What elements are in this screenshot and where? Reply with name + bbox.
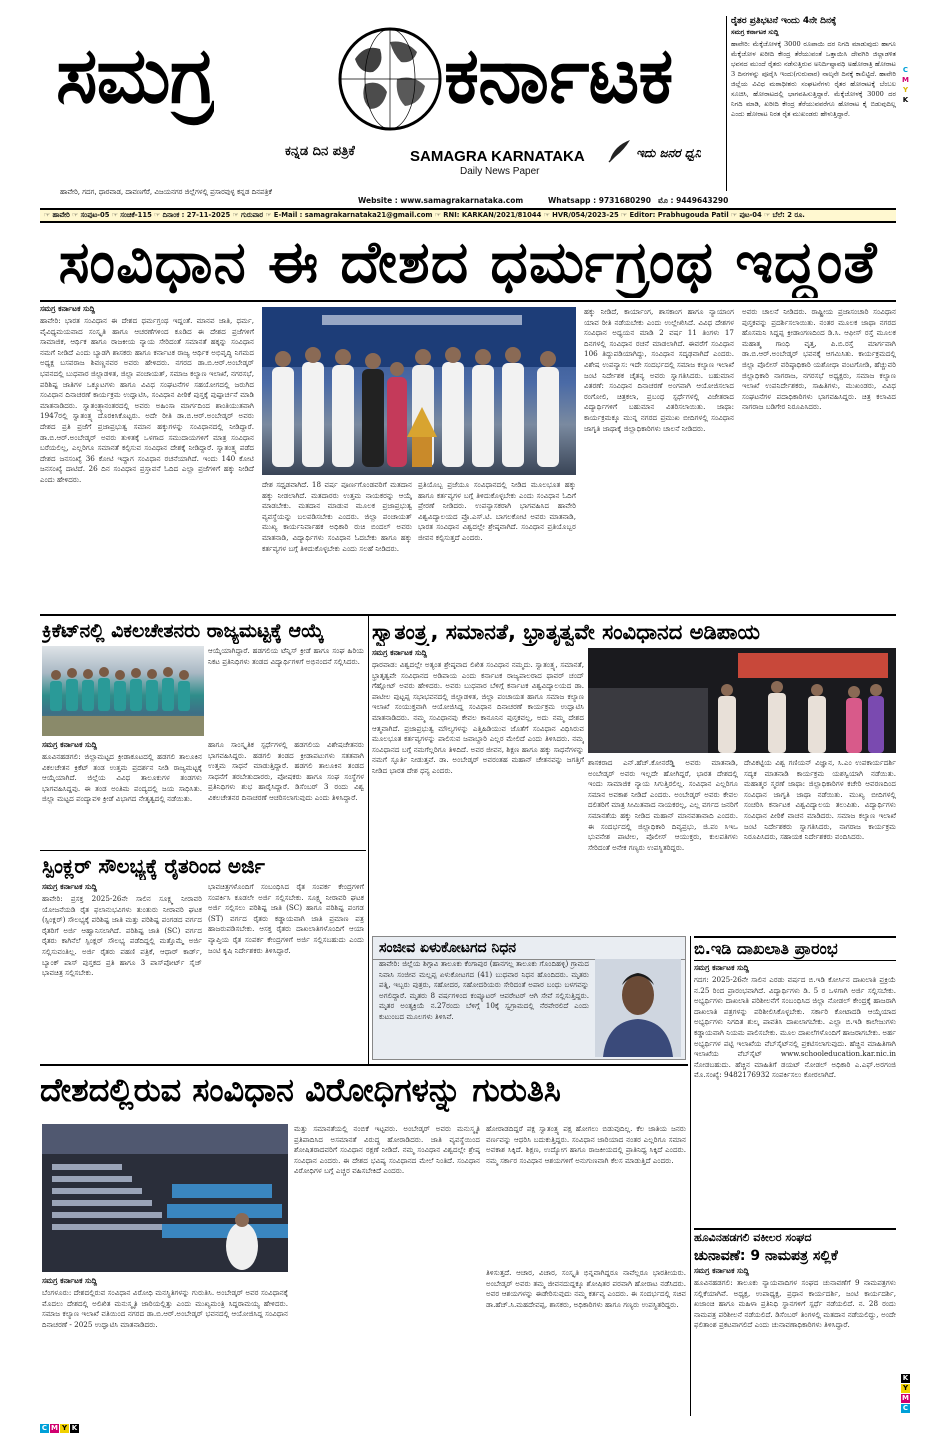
bottom-cmyk-c: C <box>41 1424 48 1432</box>
lead-byline: ಸಮಗ್ರ ಕರ್ನಾಟಕ ಸುದ್ದಿ <box>40 304 95 313</box>
cmyk-marker-k: K <box>902 96 909 104</box>
freedom-headline: ಸ್ವಾತಂತ್ರ್ಯ, ಸಮಾನತೆ, ಭ್ರಾತೃತ್ವವೇ ಸಂವಿಧಾನದ ಅಡಿಪಾಯ <box>372 620 761 644</box>
right-column-divider <box>690 936 691 1066</box>
ear-story-body: ಹಾವೇರಿ: ಮೆಕ್ಕೆಜೋಳಕ್ಕೆ 3000 ರೂಪಾಯಿ ದರ ನಿಗದಿ ಮಾಡುವುದು ಹಾಗೂ ಮೆಕ್ಕೆಜೋಳ ಖರೀದಿ ಕೇಂದ್ರ ತೆರೆಯುವಂತೆ ಒತ್ತಾಯಿಸಿ ದೇವಗಿರಿ ಜಿಲ್ಲಾಡಳಿತ ಭವನದ ಮುಂದೆ ರೈತರು ನಡೆಸುತ್ತಿರುವ ಅನಿರ್ದಿಷ್ಟಾವಧಿ ಅಹೋರಾತ್ರಿ ಹೋರಾಟ 3 ದಿನಗಳನ್ನು ಪೂರೈಸಿ ಇಂದು(ಗುರುವಾರ) ನಾಲ್ಕನೇ ದಿನಕ್ಕೆ ಕಾಲಿಟ್ಟಿದೆ. ಹಾವೇರಿ ಜಿಲ್ಲೆಯ ವಿವಿಧ ಮಠಾಧೀಶರು ಸಂಘಟನೆಗಳು ರೈತರ ಹೋರಾಟಕ್ಕೆ ಬೆಂಬಲ ಸೂಚಿಸಿ, ಹೋರಾಟದಲ್ಲಿ ಭಾಗವಹಿಸುತ್ತಿದ್ದಾರೆ. ಮೆಕ್ಕೆಜೋಳಕ್ಕೆ 3000 ದರ ನಿಗದಿ ಮಾಡಿ, ಖರೀದಿ ಕೇಂದ್ರ ತೆರೆಯುವವರೆಗೂ ಹೋರಾಟ ಕೈ ಬಿಡುವುದಿಲ್ಲ ಎಂದು ಹೋರಾಟ ನಿರತ ರೈತ ಮುಖಂಡರು ಹೇಳುತ್ತಿದ್ದಾರೆ. <box>731 40 896 118</box>
cricket-byline: ಸಮಗ್ರ ಕರ್ನಾಟಕ ಸುದ್ದಿ <box>42 740 97 749</box>
side-cmyk-strip <box>901 1374 911 1418</box>
masthead-slogan: ಇದು ಜನರ ಧ್ವನಿ <box>636 146 702 160</box>
bed-story <box>694 936 896 1226</box>
cricket-headline: ಕ್ರಿಕೆಟ್‌ನಲ್ಲಿ ವಿಕಲಚೇತನರು ರಾಜ್ಯಮಟ್ಟಕ್ಕೆ ಆಯ್ಕೆ <box>42 620 324 642</box>
whatsapp-text: Whatsapp : 9731680290 <box>548 196 651 205</box>
obituary-photo <box>595 959 681 1057</box>
obituary-body: ಹಾವೇರಿ: ಜಿಲ್ಲೆಯ ಶಿಗ್ಗಾವಿ ತಾಲೂಕು ಕೆಂಗಾಪುರ (ಹಾನಗಲ್ಲ ತಾಲೂಕು ಗೊಂದಿಹಳ್ಳಿ) ಗ್ರಾಮದ ನಿವಾಸಿ ಸಂಜೀವ ಮಲ್ಲಪ್ಪ ಏಳುಕೋಟಗದ (41) ಬುಧವಾರ ನಿಧನ ಹೊಂದಿದರು. ಮೃತರು ಪತ್ನಿ, ಇಬ್ಬರು ಪುತ್ರರು, ಸಹೋದರ, ಸಹೋದರಿಯರು ಸೇರಿದಂತೆ ಅಪಾರ ಬಂಧು ಬಳಗವನ್ನು ಅಗಲಿದ್ದಾರೆ. ಮೃತರು 8 ವರ್ಷಗಳಿಂದ ಕಂಪ್ಯೂಟರ್ ಆಪರೇಟರ್ ಆಗಿ ಸೇವೆ ಸಲ್ಲಿಸುತ್ತಿದ್ದರು. ಮೃತರ ಅಂತ್ಯಕ್ರಿಯೆ ನ.27ರಂದು ಬೆಳಿಗ್ಗೆ 10ಕ್ಕೆ ಸ್ವಗ್ರಾಮದಲ್ಲಿ ನೆರವೇರಲಿದೆ ಎಂದು ಕುಟುಂಬದ ಮೂಲಗಳು ತಿಳಿಸಿವೆ. <box>379 959 589 1021</box>
section-rule-1 <box>40 614 896 616</box>
lawyers-kicker: ಹೂವಿನಹಡಗಲಿ ವಕೀಲರ ಸಂಘದ <box>694 1228 896 1246</box>
cricket-photo-scene <box>42 646 204 736</box>
bottom-col-1-text: ಬೆಂಗಳೂರು: ದೇಶದಲ್ಲಿರುವ ಸಂವಿಧಾನ ವಿರೋಧಿ ಮನಸ್ಥಿತಿಗಳನ್ನು ಗುರುತಿಸಿ. ಅಂಬೇಡ್ಕರ್ ಅವರ ಸಂವಿಧಾನಕ್ಕೆ ಮೊದಲು ದೇಶದಲ್ಲಿ ಅಲಿಖಿತ ಮನುಸ್ಮೃತಿ ಜಾರಿಯಲ್ಲಿತ್ತು ಎಂದು ಮುಖ್ಯಮಂತ್ರಿ ಸಿದ್ದರಾಮಯ್ಯ ಹೇಳಿದರು. ಸಮಾಜ ಕಲ್ಯಾಣ ಇಲಾಖೆ ವತಿಯಿಂದ ನಗರದ ಡಾ.ಬಿ.ಆರ್.ಅಂಬೇಡ್ಕರ್ ಭವನದಲ್ಲಿ ಆಯೋಜಿಸಿದ್ದ ಸಂವಿಧಾನ ದಿನಾಚರಣೆ - 2025 ಉದ್ಘಾಟಿಸಿ ಮಾತನಾಡಿದರು. <box>42 1288 288 1329</box>
sprinkler-col-1-text: ಹಾವೇರಿ: ಪ್ರಸಕ್ತ 2025-26ನೇ ಸಾಲಿನ ಸೂಕ್ಷ್ಮ ನೀರಾವರಿ ಯೋಜನೆಯಡಿ ರೈತ ಫಲಾನುಭವಿಗಳು ತುಂತುರು ನೀರಾವರಿ ಘಟಕ (ಸ್ಪಿಂಕ್ಲರ್) ಸೌಲಭ್ಯಕ್ಕೆ ಪರಿಶಿಷ್ಟ ಜಾತಿ ಮತ್ತು ಪರಿಶಿಷ್ಟ ಪಂಗಡದ ವರ್ಗದ ರೈತರಿಗೆ ಅರ್ಜಿ ಆಹ್ವಾನಿಸಲಾಗಿದೆ. ಪರಿಶಿಷ್ಟ ಜಾತಿ (SC) ವರ್ಗದ ರೈತರು ಕಾಗಿನೆಲೆ ಸ್ಪಿಂಕ್ಲರ್ ಸೌಲಭ್ಯ ಪಡೆದಿದ್ದಲ್ಲಿ ಮತ್ತೊಮ್ಮೆ ಅರ್ಜಿ ಸಲ್ಲಿಸುವಂತಿಲ್ಲ. ಅರ್ಜಿ ರೈತರು ಪಹಣಿ ಪತ್ರಿಕೆ, ಆಧಾರ್ ಕಾರ್ಡ್, ಬ್ಯಾಂಕ್ ಪಾಸ್ ಪುಸ್ತಕದ ಪ್ರತಿ ಹಾಗೂ 3 ಪಾಸ್‌ಪೋರ್ಟ್ ಸೈಜ್ ಭಾವಚಿತ್ರ ಸಲ್ಲಿಸಬೇಕು. <box>42 894 202 978</box>
lead-photo <box>262 307 576 475</box>
masthead-title-en: SAMAGRA KARNATAKA <box>410 148 585 165</box>
freedom-col-2-text: ಶಾಸಕರಾದ ಎನ್.ಹೆಚ್.ಕೋನರೆಡ್ಡಿ ಅವರು ಮಾತನಾಡಿ, ಅಂಬೇಡ್ಕರ್ ಅವರು ಇಲ್ಲದೇ ಹೋಗಿದ್ದರೆ, ಭಾರತ ದೇಶದಲ್ಲಿ ಇಂದು ಸಾಮಾಜಿಕ ನ್ಯಾಯ ಸಿಗುತ್ತಿರಲಿಲ್ಲ. ಸಂವಿಧಾನ ಎಲ್ಲರಿಗೂ ಸಮಾನ ಅವಕಾಶ ನೀಡಿದೆ ಎಂದರು. ಅಂಬೇಡ್ಕರ್ ಅವರು ಕೇವಲ ದಲಿತರಿಗೆ ಮಾತ್ರ ಸೀಮಿತವಾದ ನಾಯಕರಲ್ಲ, ಎಲ್ಲ ವರ್ಗದ ಜನರಿಗೆ ಸಮಾನತೆಯ ಹಕ್ಕು ನೀಡಿದ ಮಹಾನ್ ಮಾನವತಾವಾದಿ ಎಂದರು. ಈ ಸಂದರ್ಭದಲ್ಲಿ ಜಿಲ್ಲಾಧಿಕಾರಿ ದಿವ್ಯಪ್ರಭು, ಜಿ.ಪಂ ಸಿಇಒ ಭುವನೇಶ ಪಾಟೀಲ, ಪೊಲೀಸ್ ಆಯುಕ್ತರು, ಕುಲಪತಿಗಳು ಸೇರಿದಂತೆ ಅನೇಕ ಗಣ್ಯರು ಉಪಸ್ಥಿತರಿದ್ದರು. <box>588 758 738 852</box>
bottom-photo <box>42 1124 288 1272</box>
ear-story-title: ರೈತರ ಪ್ರತಿಭಟನೆ ಇಂದು 4ನೇ ದಿನಕ್ಕೆ <box>731 16 837 26</box>
bottom-cmyk-strip <box>40 1424 100 1436</box>
info-bar <box>40 208 896 223</box>
globe-logo <box>335 24 445 134</box>
freedom-col-1 <box>372 648 584 932</box>
contact-strip <box>40 196 896 208</box>
lead-photo-scene <box>262 307 576 475</box>
freedom-photo-scene <box>588 648 896 753</box>
bed-byline: ಸಮಗ್ರ ಕರ್ನಾಟಕ ಸುದ್ದಿ <box>694 963 749 972</box>
lead-col-1-text: ಹಾವೇರಿ: ಭಾರತ ಸಂವಿಧಾನ ಈ ದೇಶದ ಧರ್ಮಗ್ರಂಥ ಇದ್ದಂತೆ. ಮಾನವ ಜಾತಿ, ಧರ್ಮ, ವೈವಿಧ್ಯಮಯವಾದ ಸಂಸ್ಕೃತಿ ಹಾಗೂ ಆಚರಣೆಗಳಿಂದ ಕೂಡಿದ ಈ ದೇಶದ ಪ್ರಜೆಗಳಿಗೆ ಸಾಮಾಜಿಕ, ಆರ್ಥಿಕ ಹಾಗೂ ರಾಜಕೀಯ ನ್ಯಾಯ ಸೇರಿದಂತೆ ಸಮಾನತೆ ಹಕ್ಕನ್ನು ಸಂವಿಧಾನ ನಮಗೆ ನೀಡಿದೆ ಎಂದು ಬ್ಯಾಡಗಿ ಶಾಸಕರು ಹಾಗೂ ಕರ್ನಾಟಕ ರಾಜ್ಯ ಆರ್ಥಿಕ ಅಭಿವೃದ್ಧಿ ನಿಗಮದ ಅಧ್ಯಕ್ಷ ಬಸವರಾಜ ಶಿವಣ್ಣನವರ ಅವರು ಹೇಳಿದರು. ನಗರದ ಡಾ.ಬಿ.ಆರ್.ಅಂಬೇಡ್ಕರ್ ಭವನದಲ್ಲಿ ಬುಧವಾರ ಜಿಲ್ಲಾಡಳಿತ, ಜಿಲ್ಲಾ ಪಂಚಾಯತ್, ಸಮಾಜ ಕಲ್ಯಾಣ ಇಲಾಖೆ, ನಗರಸಭೆ, ಪರಿಶಿಷ್ಟ ಜಾತಿಗಳ ಒಕ್ಕೂಟಗಳು ಹಾಗೂ ವಿವಿಧ ಸಂಘಟನೆಗಳ ಸಹಯೋಗದಲ್ಲಿ ಜರುಗಿದ ಸಂವಿಧಾನ ದಿನಾಚರಣೆ ಕಾರ್ಯಕ್ರಮ ಉದ್ಘಾಟಿಸಿ, ಸಂವಿಧಾನ ಪೀಠಿಕೆ ಪುಸ್ತಕ್ಕೆ ಪುಷ್ಪಾರ್ಚನೆ ಮಾಡಿ ಮಾತನಾಡಿದರು. ಸ್ವಾತಂತ್ರ್ಯಾನಂತರದಲ್ಲಿ ಅವರು ಅಹಿಂಸಾ ಮಾರ್ಗದಿಂದ ಶಾಂತಿಯುತವಾಗಿ 1947ರಲ್ಲಿ ಸ್ವಾತಂತ್ರ್ಯ ದೊರಕಿಸಿಕೊಟ್ಟರು. ಅದೇ ರೀತಿ ಡಾ.ಬಿ.ಆರ್.ಅಂಬೇಡ್ಕರ್ ಅವರು ದೇಶದ ಪ್ರತಿ ಪ್ರಜೆಗೆ ಪ್ರಜಾಪ್ರಭುತ್ವ ಸಮಾನ ಹಕ್ಕುಗಳನ್ನು ಸಂವಿಧಾನದಲ್ಲಿ ನೀಡಿದ್ದಾರೆ. ಡಾ.ಬಿ.ಆರ್.ಅಂಬೇಡ್ಕರ್ ಅವರು ತುಳಿತಕ್ಕೆ ಒಳಗಾದ ಸಮುದಾಯಗಳಿಗೆ ಮಾತ್ರ ಸಂವಿಧಾನ ಬರೆಯಲಿಲ್ಲ, ಎಲ್ಲರಿಗೂ ಸಮಾನತೆ ಕಲ್ಪಿಸುವ ಸಂವಿಧಾನ ದೇಶಕ್ಕೆ ನೀಡಿದ್ದಾರೆ. ಸ್ವಾತಂತ್ರ್ಯ ಪಡೆದ ದೇಶದ ಜನಸಂಖ್ಯೆ 36 ಕೋಟಿ ಇದ್ದಾಗ ಸಂವಿಧಾನ ರಚನೆಯಾಗಿದೆ. ಇಂದು 140 ಕೋಟಿ ಜನಸಂಖ್ಯೆ ದಾಟಿದೆ. 26 ದಿನ ಸಂವಿಧಾನ ಪ್ರಸ್ತಾವನೆ ಓದಿದ ಎಲ್ಲಾ ಪ್ರಜೆಗಳಿಗೆ ಹಕ್ಕು ನೀಡಿದೆ ಎಂದು ಹೇಳಿದರು. <box>40 316 254 484</box>
bottom-col-3-text: ಹೋರಾಡದಿದ್ದರೆ ಪಕ್ಷ ಸ್ವಾತಂತ್ರ್ಯ ಪಕ್ಷ ಹೋಗಲು ಬಿಡುವುದಿಲ್ಲ. ಕೆಲ ಜಾತಿಯ ಜನರು ವರ್ಣವನ್ನು ಆಧರಿಸಿ ಬದುಕುತ್ತಿದ್ದರು. ಸಂವಿಧಾನ ಜಾರಿಯಾದ ನಂತರ ಎಲ್ಲರಿಗೂ ಸಮಾನ ಅವಕಾಶ ಸಿಕ್ಕಿದೆ. ಶಿಕ್ಷಣ, ಉದ್ಯೋಗ ಹಾಗೂ ರಾಜಕೀಯದಲ್ಲಿ ಪ್ರಾತಿನಿಧ್ಯ ಸಿಕ್ಕಿದೆ ಎಂದರು. ನಮ್ಮ ಸರ್ಕಾರ ಸಂವಿಧಾನ ಆಶಯಗಳಿಗೆ ಅನುಗುಣವಾಗಿ ಕೆಲಸ ಮಾಡುತ್ತಿದೆ ಎಂದರು. <box>486 1124 686 1165</box>
freedom-col-1-text: ಧಾರವಾಡ: ವಿಶ್ವದಲ್ಲೇ ಅತ್ಯಂತ ಶ್ರೇಷ್ಠವಾದ ಲಿಖಿತ ಸಂವಿಧಾನ ನಮ್ಮದು. ಸ್ವಾತಂತ್ರ್ಯ, ಸಮಾನತೆ, ಭ್ರಾತೃತ್ವವೇ ಸಂವಿಧಾನದ ಅಡಿಪಾಯ ಎಂದು ಕರ್ನಾಟಕ ರಾಜ್ಯಪಾಲರಾದ ಥಾವರ್ ಚಂದ್ ಗೆಹ್ಲೋಟ್ ಅವರು ಹೇಳಿದರು. ಅವರು ಬುಧವಾರ ಬೆಳಿಗ್ಗೆ ಕರ್ನಾಟಕ ವಿಶ್ವವಿದ್ಯಾಲಯದ ಡಾ. ಪಾಟೀಲ ಪುಟ್ಟಪ್ಪ ಸಭಾಭವನದಲ್ಲಿ ಜಿಲ್ಲಾಡಳಿತ, ಜಿಲ್ಲಾ ಪಂಚಾಯತ ಹಾಗೂ ಸಮಾಜ ಕಲ್ಯಾಣ ಇಲಾಖೆ ಸಂಯುಕ್ತವಾಗಿ ಆಯೋಜಿಸಿದ್ದ ಸಂವಿಧಾನ ದಿನಾಚರಣೆ ಕಾರ್ಯಕ್ರಮ ಉದ್ಘಾಟಿಸಿ ಮಾತನಾಡಿದರು. ನಮ್ಮ ಸಂವಿಧಾನವು ಕೇವಲ ಕಾನೂನಿನ ಪುಸ್ತಕವಲ್ಲ, ಅದು ನಮ್ಮ ದೇಶದ ಆತ್ಮವಾಗಿದೆ. ಪ್ರಜಾಪ್ರಭುತ್ವ ಮೌಲ್ಯಗಳನ್ನು ಎತ್ತಿಹಿಡಿಯುವ ಜೊತೆಗೆ ಸಂವಿಧಾನ ವಿಧಿಸಿರುವ ಮೂಲಭೂತ ಕರ್ತವ್ಯಗಳನ್ನು ಪಾಲಿಸುವ ಜವಾಬ್ದಾರಿ ಎಲ್ಲರ ಮೇಲಿದೆ ಎಂದು ತಿಳಿಸಿದರು. ನಮ್ಮ ಸಂವಿಧಾನದ ಬಗ್ಗೆ ನಮಗೆಲ್ಲರಿಗೂ ತಿಳಿದಿದೆ. ಅವರ ಜೀವನ, ಶಿಕ್ಷಣ ಹಾಗೂ ಹಕ್ಕು ಸಾಧನೆಗಳನ್ನು ನಮಗೆ ಸ್ಫೂರ್ತಿ ನೀಡುತ್ತವೆ. ಡಾ. ಅಂಬೇಡ್ಕರ್ ಅವರಂತಹ ಮಹಾನ್ ಚೇತನವನ್ನು ಜಗತ್ತಿಗೆ ನೀಡಿದ ಭಾರತ ದೇಶ ಧನ್ಯ ಎಂದರು. <box>372 660 584 775</box>
side-cmyk-m: M <box>902 1394 909 1402</box>
bottom-photo-scene <box>42 1124 288 1272</box>
lead-col-1 <box>40 304 254 610</box>
side-cmyk-c: C <box>902 1404 909 1412</box>
freedom-byline: ಸಮಗ್ರ ಕರ್ನಾಟಕ ಸುದ್ದಿ <box>372 648 427 657</box>
bottom-col-1 <box>42 1276 288 1416</box>
lead-col-3-text: ಪ್ರತಿಯೊಬ್ಬ ಪ್ರಜೆಯೂ ಸಂವಿಧಾನದಲ್ಲಿ ನೀಡಿದ ಮೂಲಭೂತ ಹಕ್ಕು ಹಾಗೂ ಕರ್ತವ್ಯಗಳ ಬಗ್ಗೆ ತಿಳಿದುಕೊಳ್ಳಬೇಕು ಎಂದು ಸಂವಿಧಾನ ಓದಿಗೆ ಪ್ರೇರಣೆ ನೀಡಿದರು. ಉಪನ್ಯಾಸಕರಾಗಿ ಭಾಗವಹಿಸಿದ ಹಾವೇರಿ ವಿಶ್ವವಿದ್ಯಾಲಯದ ಪ್ರೊ.ಎಸ್.ಟಿ. ಬಾಗಲಕೋಟಿ ಅವರು ಮಾತನಾಡಿ, ಭಾರತ ಸಂವಿಧಾನ ವಿಶ್ವದಲ್ಲೇ ಶ್ರೇಷ್ಠವಾಗಿದೆ. ಸಂವಿಧಾನ ಪ್ರತಿಯೊಬ್ಬರ ಜೀವನ ಕಲ್ಪಿಸುತ್ತದೆ ಎಂದರು. <box>418 480 576 542</box>
masthead-tagline-en: Daily News Paper <box>460 166 540 177</box>
sprinkler-headline: ಸ್ಪಿಂಕ್ಲರ್ ಸೌಲಭ್ಯಕ್ಕೆ ರೈತರಿಂದ ಅರ್ಜಿ <box>42 854 265 878</box>
sprinkler-col-1 <box>42 882 202 1062</box>
bottom-cmyk-y: Y <box>61 1424 68 1432</box>
sprinkler-col-2-text: ಭಾವಚಿತ್ರಗಳೊಂದಿಗೆ ಸಂಬಂಧಿಸಿದ ರೈತ ಸಂಪರ್ಕ ಕೇಂದ್ರಗಳಿಗೆ ಸಂಪರ್ಕಿಸಿ ಕೂಡಲೇ ಅರ್ಜಿ ಸಲ್ಲಿಸಬೇಕು. ಸೂಕ್ಷ್ಮ ನೀರಾವರಿ ಘಟಕ ಅರ್ಜಿ ಸಲ್ಲಿಸಲು ಪರಿಶಿಷ್ಟ ಜಾತಿ (SC) ಹಾಗೂ ಪರಿಶಿಷ್ಟ ಪಂಗಡ (ST) ವರ್ಗದ ರೈತರು ಕಡ್ಡಾಯವಾಗಿ ಜಾತಿ ಪ್ರಮಾಣ ಪತ್ರ ಹಾಜರುಪಡಿಸಬೇಕು. ಆಸಕ್ತ ರೈತರು ದಾಖಲಾತಿಗಳೊಂದಿಗೆ ಆಯಾ ವ್ಯಾಪ್ತಿಯ ರೈತ ಸಂಪರ್ಕ ಕೇಂದ್ರಗಳಿಗೆ ಅರ್ಜಿ ಸಲ್ಲಿಸಬಹುದು ಎಂದು ಜಂಟಿ ಕೃಷಿ ನಿರ್ದೇಶಕರು ತಿಳಿಸಿದ್ದಾರೆ. <box>208 882 364 955</box>
bottom-cmyk-m: M <box>51 1424 58 1432</box>
freedom-col-3-text: ದೇವಿಕಟ್ಟಿಯ ವಿಶ್ವ ಗಣಿಯನ್ ವಿಜ್ಞಾನ, ಸಿ.ಎಂ ಉಪಕಾರ್ಯದರ್ಶಿ ಸದ್ಯಕ ಮಾತನಾಡಿ ಕಾರ್ಯಕ್ರಮ ಯಶಸ್ವಿಯಾಗಿ ನಡೆಯಿತು. ಮಹಾತ್ಮರ ಸ್ಮರಣೆ ಜಾಥಾ: ಜಿಲ್ಲಾಧಿಕಾರಿಗಳ ಕಚೇರಿ ಆವರಣದಿಂದ ಸಂವಿಧಾನ ಜಾಗೃತಿ ಜಾಥಾ ನಡೆಯಿತು. ಮುಖ್ಯ ಬೀದಿಗಳಲ್ಲಿ ಸಂಚರಿಸಿ ಕರ್ನಾಟಕ ವಿಶ್ವವಿದ್ಯಾಲಯ ತಲುಪಿತು. ವಿದ್ಯಾರ್ಥಿಗಳು ಸಂವಿಧಾನ ಪೀಠಿಕೆ ವಾಚನ ಮಾಡಿದರು. ಸಮಾಜ ಕಲ್ಯಾಣ ಇಲಾಖೆ ಜಂಟಿ ನಿರ್ದೇಶಕರು ಸ್ವಾಗತಿಸಿದರು, ನಾಗರಾಜ ಕಾರ್ಯಕ್ರಮ ನಿರೂಪಿಸಿದರು, ಸಹಾಯಕ ನಿರ್ದೇಶಕರು ವಂದಿಸಿದರು. <box>744 758 896 842</box>
phone-text: ಮೊ : 9449643290 <box>658 196 729 205</box>
sprinkler-byline: ಸಮಗ್ರ ಕರ್ನಾಟಕ ಸುದ್ದಿ <box>42 882 97 891</box>
quill-pen-icon <box>606 136 634 164</box>
bottom-cmyk-k: K <box>71 1424 78 1432</box>
obituary-box <box>372 936 686 1060</box>
lead-col-2-text: ದೇಶ ಸಧೃಡವಾಗಿದೆ. 18 ವರ್ಷ ಪೂರ್ಣಗೊಂಡವರಿಗೆ ಮತದಾನ ಹಕ್ಕು ನೀಡಲಾಗಿದೆ. ಮತದಾರರು ಉತ್ತಮ ನಾಯಕರನ್ನು ಆಯ್ಕೆ ಮಾಡಬೇಕು. ಮತದಾನ ಮಾಡುವ ಮೂಲಕ ಪ್ರಜಾಪ್ರಭುತ್ವ ವ್ಯವಸ್ಥೆಯನ್ನು ಬಲಪಡಿಸಬೇಕು ಎಂದರು. ಜಿಲ್ಲಾ ಪಂಚಾಯತ್ ಮುಖ್ಯ ಕಾರ್ಯನಿರ್ವಾಹಕ ಅಧಿಕಾರಿ ರುಚಿ ಬಿಂದಲ್ ಅವರು ಮಾತನಾಡಿ, ವಿದ್ಯಾರ್ಥಿಗಳು ಸಂವಿಧಾನ ಓದಬೇಕು ಹಾಗೂ ಹಕ್ಕು ಕರ್ತವ್ಯಗಳ ಬಗ್ಗೆ ತಿಳಿದುಕೊಳ್ಳಬೇಕು ಎಂದು ಸಲಹೆ ನೀಡಿದರು. <box>262 480 412 553</box>
cmyk-marker-y: Y <box>902 86 909 94</box>
portrait-photo <box>595 959 681 1057</box>
cricket-rule <box>40 850 366 851</box>
cricket-side-text: ಆಯ್ಕೆಯಾಗಿದ್ದಾರೆ. ಹಡಗಲಿಯ ಟೆನ್ನಿಸ್ ಕ್ರೀಡೆ ಹಾಗೂ ಸಂಘ ಹಿರಿಯ ನಿಕಟ ಪ್ರತಿನಿಧಿಗಳು ತಂಡದ ವಿದ್ಯಾರ್ಥಿಗಳಿಗೆ ಅಭಿನಂದನೆ ಸಲ್ಲಿಸಿದರು. <box>208 646 364 666</box>
bottom-col-2-text: ಮತ್ತು ಸಮಾನತೆಯಲ್ಲಿ ನಂಬಿಕೆ ಇಟ್ಟವರು. ಅಂಬೇಡ್ಕರ್ ಅವರು ಮನುಸ್ಮೃತಿ ಪ್ರತಿಪಾದಿಸಿದ ಅಸಮಾನತೆ ವಿರುದ್ಧ ಹೋರಾಡಿದರು. ಜಾತಿ ವ್ಯವಸ್ಥೆಯಿಂದ ಶೋಷಿತರಾದವರಿಗೆ ಸಂವಿಧಾನ ರಕ್ಷಣೆ ನೀಡಿದೆ. ನಮ್ಮ ಸಂವಿಧಾನ ವಿಶ್ವದಲ್ಲೇ ಶ್ರೇಷ್ಠ ಸಂವಿಧಾನ ಎಂದರು. ಈ ದೇಶದ ಭವಿಷ್ಯ ಸಂವಿಧಾನದ ಮೇಲೆ ನಿಂತಿದೆ. ಸಂವಿಧಾನ ವಿರೋಧಿಗಳ ಬಗ್ಗೆ ಎಚ್ಚರ ವಹಿಸಬೇಕಿದೆ ಎಂದರು. <box>294 1124 480 1176</box>
info-bar-text: ☞ ಹಾವೇರಿ ☞ ಸಂಪುಟ-05 ☞ ಸಂಚಿಕೆ-115 ☞ ದಿನಾಂಕ : 27-11-2025 ☞ ಗುರುವಾರ ☞ E-Mail : samagrakarnataka21@gmail.com ☞ RNI: KARKAN/2021/81044 ☞ HVR/054/2023-25 ☞ Editor: Prabhugouda Patil ☞ ಪುಟ-04 ☞ ಬೆಲೆ: 2 ರೂ. <box>44 211 805 219</box>
side-cmyk-y: Y <box>902 1384 909 1392</box>
lawyers-byline: ಸಮಗ್ರ ಕರ್ನಾಟಕ ಸುದ್ದಿ <box>694 1266 749 1275</box>
lead-col-4-text: ಹಕ್ಕು ನೀಡಿದೆ, ಕಾರ್ಯಾಂಗ, ಶಾಸಕಾಂಗ ಹಾಗೂ ನ್ಯಾಯಾಂಗ ಯಾವ ರೀತಿ ನಡೆಯಬೇಕು ಎಂದು ಉಲ್ಲೇಖಿಸಿದೆ. ವಿವಿಧ ದೇಶಗಳ ಸಂವಿಧಾನ ಅಧ್ಯಯನ ಮಾಡಿ 2 ವರ್ಷ 11 ತಿಂಗಳು 17 ದಿನಗಳಲ್ಲಿ ಸಂವಿಧಾನ ರಚನೆ ಮಾಡಲಾಗಿದೆ. ಈವರೆಗೆ ಸಂವಿಧಾನ 106 ತಿದ್ದುಪಡಿಯಾಗಿದ್ದು, ಸಂವಿಧಾನ ಸದೃಢವಾಗಿದೆ ಎಂದರು. ವಿಶೇಷ ಉಪನ್ಯಾಸ: ಇದೇ ಸಂದರ್ಭದಲ್ಲಿ ಸಮಾಜ ಕಲ್ಯಾಣ ಇಲಾಖೆ ಜಂಟಿ ನಿರ್ದೇಶಕ ಚೈತನ್ಯ ಅವರು ಸ್ವಾಗತಿಸಿದರು. ಬಹುಮಾನ ವಿತರಣೆ: ಸಂವಿಧಾನ ದಿನಾಚರಣೆ ಅಂಗವಾಗಿ ಆಯೋಜಿಸಲಾದ ರಂಗೋಲಿ, ಚಿತ್ರಕಲಾ, ಪ್ರಬಂಧ ಸ್ಪರ್ಧೆಗಳಲ್ಲಿ ವಿಜೇತರಾದ ವಿದ್ಯಾರ್ಥಿಗಳಿಗೆ ಬಹುಮಾನ ವಿತರಿಸಲಾಯಿತು. ಜಾಥಾ: ಕಾರ್ಯಕ್ರಮಕ್ಕೂ ಮುನ್ನ ನಗರದ ಪ್ರಮುಖ ಬೀದಿಗಳಲ್ಲಿ ಸಂವಿಧಾನ ಜಾಗೃತಿ ಜಾಥಾಕ್ಕೆ ಜಿಲ್ಲಾಧಿಕಾರಿಗಳು ಚಾಲನೆ ನೀಡಿದರು. <box>584 307 734 433</box>
side-cmyk-k: K <box>902 1374 909 1382</box>
cricket-photo <box>42 646 204 736</box>
lawyers-body: ಹೂವಿನಹಡಗಲಿ: ತಾಲೂಕು ನ್ಯಾಯವಾದಿಗಳ ಸಂಘದ ಚುನಾವಣೆಗೆ 9 ನಾಮಪತ್ರಗಳು ಸಲ್ಲಿಕೆಯಾಗಿವೆ. ಅಧ್ಯಕ್ಷ, ಉಪಾಧ್ಯಕ್ಷ, ಪ್ರಧಾನ ಕಾರ್ಯದರ್ಶಿ, ಜಂಟಿ ಕಾರ್ಯದರ್ಶಿ, ಖಜಾಂಚಿ ಹಾಗೂ ಮಹಿಳಾ ಪ್ರತಿನಿಧಿ ಸ್ಥಾನಗಳಿಗೆ ಸ್ಪರ್ಧೆ ನಡೆಯಲಿದೆ. ನ. 28 ರಂದು ನಾಮಪತ್ರ ಪರಿಶೀಲನೆ ನಡೆಯಲಿದೆ. ಡಿಸೆಂಬರ್ ತಿಂಗಳಲ್ಲಿ ಮತದಾನ ನಡೆಯಲಿದ್ದು, ಅಂದೇ ಫಲಿತಾಂಶ ಪ್ರಕಟವಾಗಲಿದೆ ಎಂದು ಚುನಾವಣಾಧಿಕಾರಿಗಳು ತಿಳಿಸಿದ್ದಾರೆ. <box>694 1278 896 1330</box>
masthead-title-left: ಸಮಗ್ರ <box>56 31 215 121</box>
bottom-headline: ದೇಶದಲ್ಲಿರುವ ಸಂವಿಧಾನ ವಿರೋಧಿಗಳನ್ನು ಗುರುತಿಸಿ <box>40 1071 561 1109</box>
ear-story <box>726 16 896 191</box>
masthead <box>40 12 720 212</box>
masthead-title-right: ಕರ್ನಾಟಕ <box>444 31 673 121</box>
cmyk-marker-m: M <box>902 76 909 84</box>
ear-story-byline: ಸಮಗ್ರ ಕರ್ನಾಟಕ ಸುದ್ದಿ <box>731 28 779 36</box>
lawyers-headline: ಚುನಾವಣೆ: 9 ನಾಮಪತ್ರ ಸಲ್ಲಿಕೆ <box>694 1248 838 1264</box>
website-text: Website : www.samagrakarnataka.com <box>358 196 524 205</box>
cricket-col-1 <box>42 740 202 848</box>
cricket-col-1-text: ಹೂವಿನಹಡಗಲಿ: ಜಿಲ್ಲಾಮಟ್ಟದ ಕ್ರೀಡಾಕೂಟದಲ್ಲಿ ಹಡಗಲಿ ತಾಲೂಕಿನ ವಿಕಲಚೇತನ ಕ್ರಿಕೆಟ್ ತಂಡ ಉತ್ತಮ ಪ್ರದರ್ಶನ ನೀಡಿ ರಾಜ್ಯಮಟ್ಟಕ್ಕೆ ಆಯ್ಕೆಯಾಗಿದೆ. ಜಿಲ್ಲೆಯ ವಿವಿಧ ತಾಲೂಕುಗಳ ತಂಡಗಳು ಭಾಗವಹಿಸಿದ್ದವು. ಈ ತಂಡ ಅಂತಿಮ ಪಂದ್ಯದಲ್ಲಿ ಜಯ ಸಾಧಿಸಿತು. ಜಿಲ್ಲಾ ಮಟ್ಟದ ಪಂದ್ಯಾವಳಿ ಕ್ರೀಡೆ ವಿಭಾಗದ ನೇತೃತ್ವದಲ್ಲಿ ನಡೆಯಿತು. <box>42 752 202 804</box>
left-column-divider <box>368 616 369 1066</box>
lead-headline-rule <box>40 300 896 302</box>
bottom-col-4-text: ತಿಳಿಸುತ್ತದೆ. ಆಚಾರ, ವಿಚಾರ, ಸಂಸ್ಕೃತಿ ಭಿನ್ನವಾಗಿದ್ದರೂ ನಾವೆಲ್ಲರೂ ಭಾರತೀಯರು. ಅಂಬೇಡ್ಕರ್ ಅವರು ತಮ್ಮ ಜೀವನದುದ್ದಕ್ಕೂ ಶೋಷಿತರ ಪರವಾಗಿ ಹೋರಾಟ ನಡೆಸಿದರು. ಅವರ ಆಶಯಗಳನ್ನು ಈಡೇರಿಸುವುದು ನಮ್ಮ ಕರ್ತವ್ಯ ಎಂದರು. ಈ ಸಂದರ್ಭದಲ್ಲಿ ಸಚಿವ ಡಾ.ಹೆಚ್.ಸಿ.ಮಹದೇವಪ್ಪ, ಶಾಸಕರು, ಅಧಿಕಾರಿಗಳು ಹಾಗೂ ಗಣ್ಯರು ಉಪಸ್ಥಿತರಿದ್ದರು. <box>486 1268 686 1309</box>
right-column-divider-lower <box>690 1066 691 1416</box>
lead-headline: ಸಂವಿಧಾನ ಈ ದೇಶದ ಧರ್ಮಗ್ರಂಥ ಇದ್ದಂತೆ <box>58 228 878 296</box>
bottom-byline: ಸಮಗ್ರ ಕರ್ನಾಟಕ ಸುದ್ದಿ <box>42 1276 97 1285</box>
bed-headline: ಬಿ.ಇಡಿ ದಾಖಲಾತಿ ಪ್ರಾರಂಭ <box>694 936 896 961</box>
region-line: ಹಾವೇರಿ, ಗದಗ, ಧಾರವಾಡ, ದಾವಣಗೆರೆ, ವಿಜಯನಗರ ಜಿಲ್ಲೆಗಳಲ್ಲಿ ಪ್ರಸಾರವುಳ್ಳ ಕನ್ನಡ ದಿನಪತ್ರಿಕೆ <box>60 188 272 196</box>
obituary-headline: ಸಂಜೀವ ಏಳುಕೋಟಗದ ನಿಧನ <box>373 937 685 960</box>
cmyk-marker-c: C <box>902 66 909 74</box>
lead-col-5-text: ಅವರು ಚಾಲನೆ ನೀಡಿದರು. ರಾಷ್ಟ್ರೀಯ ಪ್ರಜಾಸಂಚಾರಿ ಸಂವಿಧಾನ ಪುಸ್ತಕವನ್ನು ಪ್ರದರ್ಶಿಸಲಾಯಿತು. ನಂತರ ಮೂಲಕ ಜಾಥಾ ನಗರದ ಹೊಸಮನಿ ಸಿದ್ದಪ್ಪ ಕ್ರೀಡಾಂಗಣದಿಂದ ಡಿ.ಸಿ. ಆಫೀಸ್ ರಸ್ತೆ ಮೂಲಕ ಮಹಾತ್ಮ ಗಾಂಧಿ ವೃತ್ತ, ಪಿ.ಬಿ.ರಸ್ತೆ ಮಾರ್ಗವಾಗಿ ಡಾ.ಬಿ.ಆರ್.ಅಂಬೇಡ್ಕರ್ ಭವನಕ್ಕೆ ಆಗಮಿಸಿತು. ಕಾರ್ಯಕ್ರಮದಲ್ಲಿ ಜಿಲ್ಲಾ ಪೊಲೀಸ್ ವರಿಷ್ಠಾಧಿಕಾರಿ ಯಶೋಧಾ ವಂಟಗೋಡಿ, ಹೆಚ್ಚುವರಿ ಜಿಲ್ಲಾಧಿಕಾರಿ ನಾಗರಾಜ, ನಗರಸಭೆ ಅಧ್ಯಕ್ಷರು, ಸಮಾಜ ಕಲ್ಯಾಣ ಇಲಾಖೆ ಉಪನಿರ್ದೇಶಕರು, ಸಾಹಿತಿಗಳು, ಮುಖಂಡರು, ವಿವಿಧ ಸಂಘಟನೆಗಳ ಪದಾಧಿಕಾರಿಗಳು ಭಾಗವಹಿಸಿದ್ದರು. ಚಿತ್ರ ಕಲಾವಿದ ನಾಗರಾಜ ಬಡಿಗೇರ ನಿರೂಪಿಸಿದರು. <box>742 307 896 412</box>
freedom-photo <box>588 648 896 753</box>
masthead-tagline-kn: ಕನ್ನಡ ದಿನ ಪತ್ರಿಕೆ <box>285 144 355 159</box>
bed-body: ಗದಗ: 2025-26ನೇ ಸಾಲಿನ ಎರಡು ವರ್ಷದ ಬಿ.ಇಡಿ ಕೋರ್ಸಿನ ದಾಖಲಾತಿ ಪ್ರಕ್ರಿಯೆ ನ.25 ರಿಂದ ಪ್ರಾರಂಭವಾಗಿದೆ. ವಿದ್ಯಾರ್ಥಿಗಳು ಡಿ. 5 ರ ಒಳಗಾಗಿ ಅರ್ಜಿ ಸಲ್ಲಿಸಬೇಕು. ಅಭ್ಯರ್ಥಿಗಳು ದಾಖಲಾತಿ ಪರಿಶೀಲನೆಗೆ ಸಂಬಂಧಿಸಿದ ಜಿಲ್ಲಾ ನೋಡಲ್ ಕೇಂದ್ರಕ್ಕೆ ಹಾಜರಾಗಿ ದಾಖಲಾತಿ ಪತ್ರಗಳನ್ನು ಪರಿಶೀಲಿಸಿಕೊಳ್ಳಬೇಕು. ಸರ್ಕಾರಿ ಕೋಟಾದಡಿ ಆಯ್ಕೆಯಾದ ಅಭ್ಯರ್ಥಿಗಳು ನಿಗದಿತ ಶುಲ್ಕ ಪಾವತಿಸಿ ದಾಖಲಾಗಬೇಕು. ಎಲ್ಲಾ ಬಿ.ಇಡಿ ಕಾಲೇಜುಗಳು ಕಡ್ಡಾಯವಾಗಿ ನಿಯಮ ಪಾಲಿಸಬೇಕು. ಮೂಲ ದಾಖಲೆಗಳೊಂದಿಗೆ ಹಾಜರಾಗಬೇಕು. ಅರ್ಹ ಅಭ್ಯರ್ಥಿಗಳ ಪಟ್ಟಿ ಇಲಾಖೆಯ ವೆಬ್‌ಸೈಟ್‌ನಲ್ಲಿ ಪ್ರಕಟಿಸಲಾಗುವುದು. ಹೆಚ್ಚಿನ ಮಾಹಿತಿಗಾಗಿ ಇಲಾಖೆಯ ವೆಬ್‌ಸೈಟ್ www.schooleducation.kar.nic.in ನೋಡಬಹುದು. ಹೆಚ್ಚಿನ ಮಾಹಿತಿಗೆ ಡಯಟ್ ನೋಡಲ್ ಅಧಿಕಾರಿ ಎ.ಎಫ್.ಅರಗಂಜಿ ಮೊ.ಸಂಖ್ಯೆ: 9482176932 ಸಂಪರ್ಕಿಸಲು ಕೋರಲಾಗಿದೆ. <box>694 975 896 1080</box>
lawyers-story <box>694 1228 896 1416</box>
cricket-col-2-text: ಹಾಗೂ ಸಾಂಸ್ಕೃತಿಕ ಸ್ಪರ್ಧೆಗಳಲ್ಲಿ ಹಡಗಲಿಯ ವಿಶೇಷಚೇತನರು ಭಾಗವಹಿಸಿದ್ದರು. ಹಡಗಲಿ ತಂಡದ ಕ್ರೀಡಾಪಟುಗಳು ಸತತವಾಗಿ ಉತ್ತಮ ಸಾಧನೆ ಮಾಡುತ್ತಿದ್ದಾರೆ. ಹಡಗಲಿ ತಾಲೂಕಿನ ತಂಡದ ಸಾಧನೆಗೆ ತರಬೇತುದಾರರು, ಪೋಷಕರು ಹಾಗೂ ಸಂಘ ಸಂಸ್ಥೆಗಳ ಪ್ರತಿನಿಧಿಗಳು ಶುಭ ಹಾರೈಸಿದ್ದಾರೆ. ಡಿಸೆಂಬರ್ 3 ರಂದು ವಿಶ್ವ ವಿಕಲಚೇತನರ ದಿನಾಚರಣೆ ಆಚರಿಸಲಾಗುವುದು ಎಂದು ತಿಳಿಸಿದ್ದಾರೆ. <box>208 740 364 802</box>
